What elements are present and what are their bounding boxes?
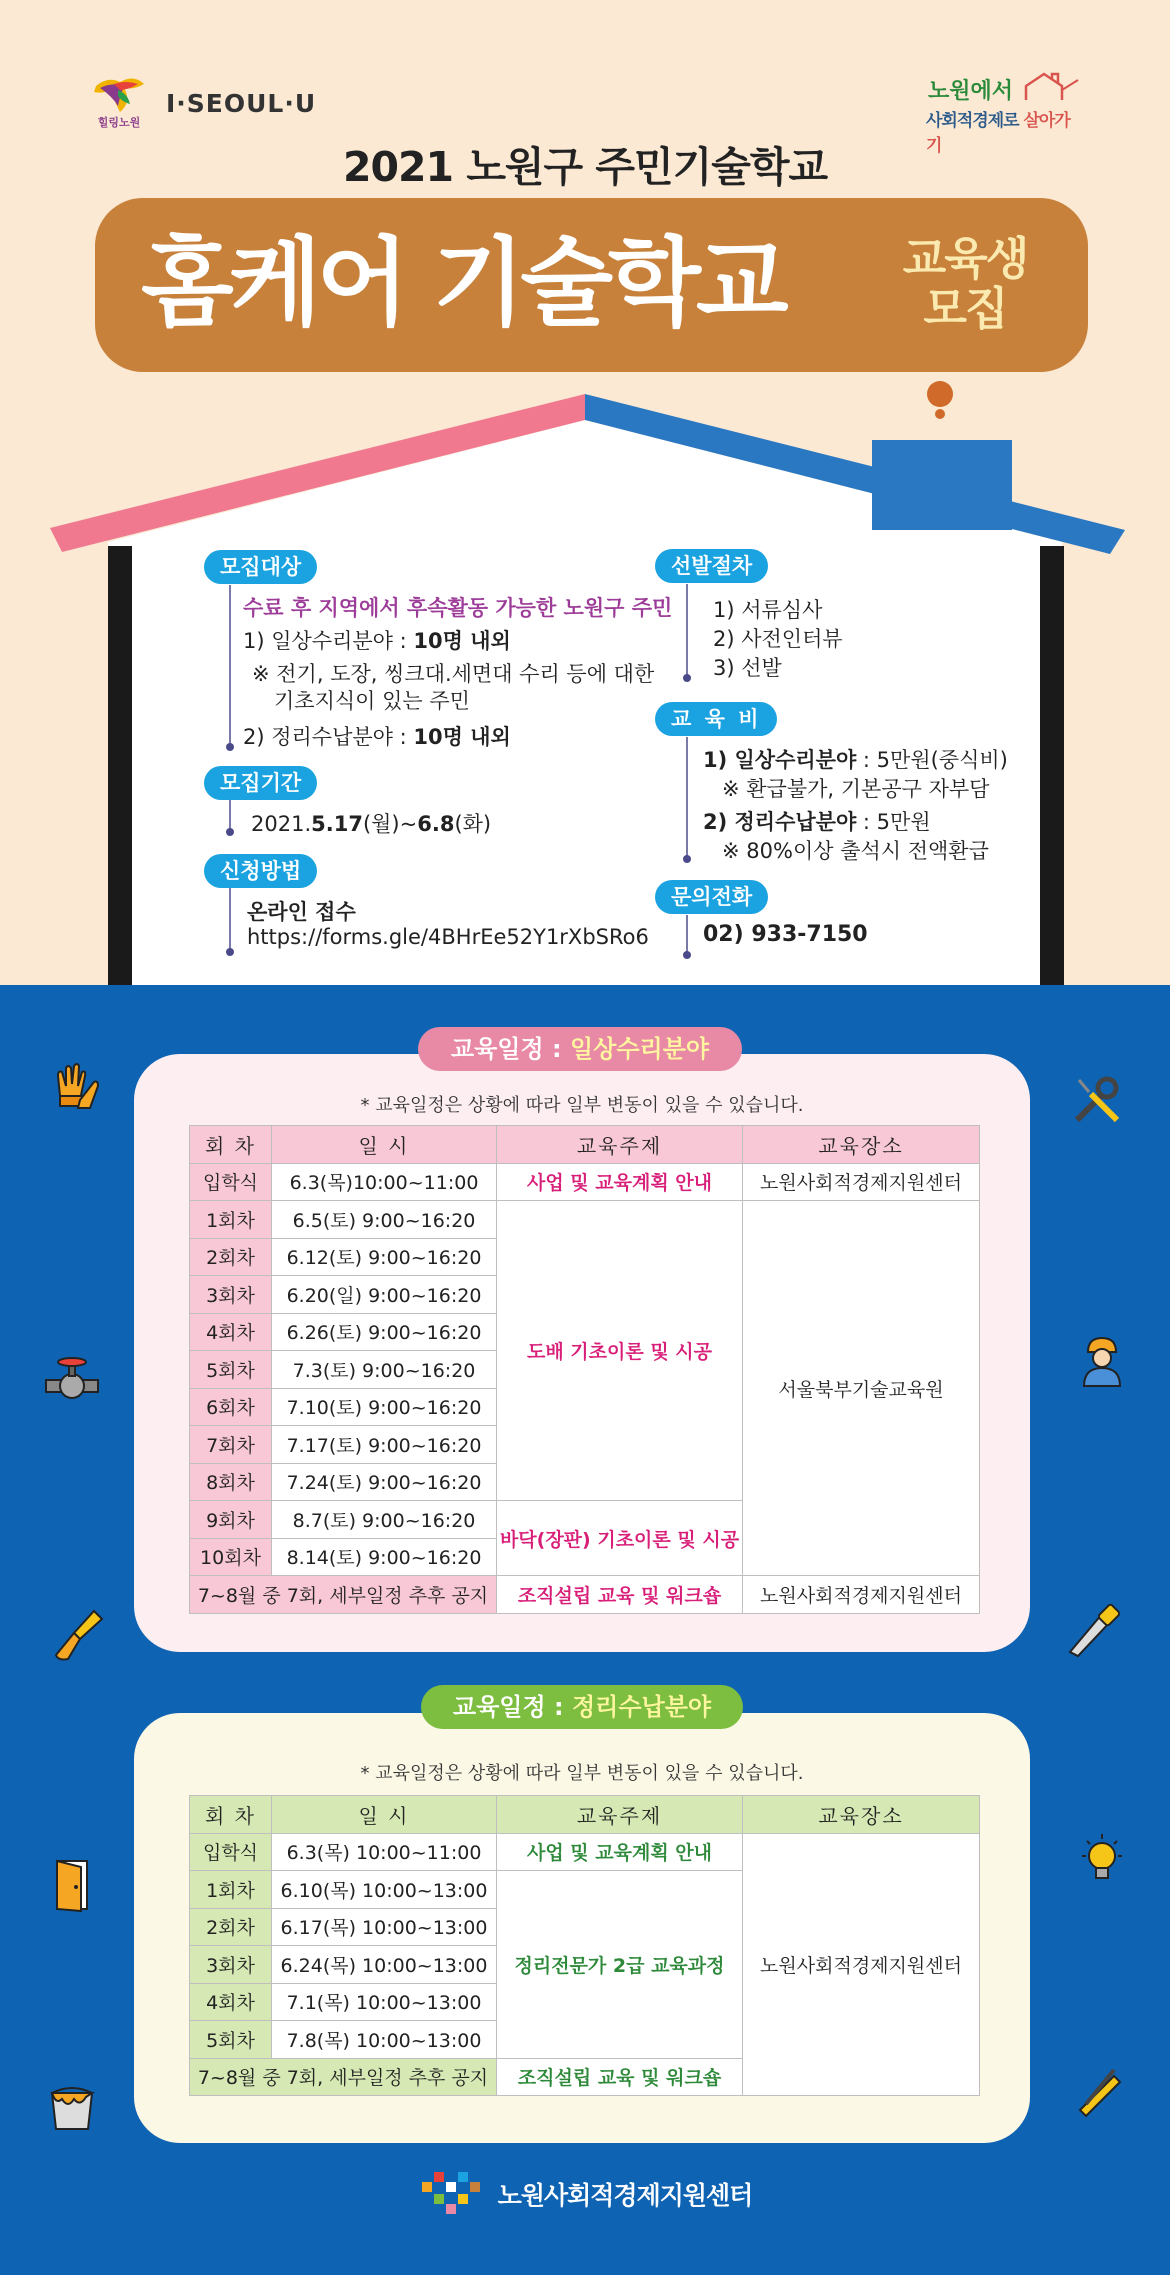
date-cell: 6.3(목) 10:00~11:00 — [272, 1833, 497, 1871]
selection-step-3: 3) 선발 — [713, 656, 782, 680]
session-cell: 3회차 — [190, 1276, 272, 1314]
session-cell: 2회차 — [190, 1238, 272, 1276]
schedule2-note: * 교육일정은 상황에 따라 일부 변동이 있을 수 있습니다. — [360, 1763, 804, 1784]
place-cell: 노원사회적경제지원센터 — [743, 1833, 980, 2096]
field2-line — [243, 721, 511, 751]
schedule1-pill-field: 일상수리분야 — [569, 1035, 710, 1063]
topic-cell: 사업 및 교육계획 안내 — [497, 1833, 743, 1871]
fee1-note: ※ 환급불가, 기본공구 자부담 — [722, 777, 990, 801]
period-label: 모집기간 — [204, 766, 317, 800]
date-cell: 7.8(목) 10:00~13:00 — [272, 2021, 497, 2059]
col-header-date: 일 시 — [272, 1126, 497, 1164]
table-row — [190, 1576, 980, 1614]
field1-note2: 기초지식이 있는 주민 — [274, 689, 470, 713]
table-header-row — [190, 1126, 980, 1164]
selection-line — [686, 584, 688, 676]
logo-right-line2a: 사회적경제로 — [926, 111, 1019, 131]
method-line — [229, 888, 231, 950]
topic-cell: 도배 기초이론 및 시공 — [497, 1201, 743, 1501]
method-desc: 온라인 접수 — [247, 900, 356, 924]
session-cell: 1회차 — [190, 1201, 272, 1239]
saw-icon — [1062, 1600, 1122, 1660]
schedule2-table — [189, 1795, 980, 2096]
date-cell: 7.10(토) 9:00~16:20 — [272, 1388, 497, 1426]
target-dot — [226, 743, 234, 751]
col-header-session: 회 차 — [190, 1126, 272, 1164]
topic-cell: 조직설립 교육 및 워크숍 — [497, 1576, 743, 1614]
field1-note1: ※ 전기, 도장, 씽크대.세면대 수리 등에 대한 — [252, 662, 655, 686]
recruit-badge-line1: 교육생 — [902, 232, 1028, 285]
date-cell: 6.17(목) 10:00~13:00 — [272, 1908, 497, 1946]
nowon-logo-text: 힐링노원 — [97, 116, 141, 129]
col-header-session: 회 차 — [190, 1796, 272, 1834]
date-cell: 6.20(일) 9:00~16:20 — [272, 1276, 497, 1314]
topic-cell: 조직설립 교육 및 워크숍 — [497, 2058, 743, 2096]
period-start-day: (월)~ — [362, 812, 418, 836]
pencil-tools-icon — [1070, 2060, 1130, 2120]
schedule1-pill — [418, 1027, 742, 1071]
session-cell: 2회차 — [190, 1908, 272, 1946]
period-line — [229, 800, 231, 830]
seoul-logo: I·SEOUL·U — [166, 88, 317, 118]
date-cell: 8.14(토) 9:00~16:20 — [272, 1538, 497, 1576]
date-cell: 6.12(토) 9:00~16:20 — [272, 1238, 497, 1276]
date-cell: 6.26(토) 9:00~16:20 — [272, 1313, 497, 1351]
session-cell: 9회차 — [190, 1501, 272, 1539]
fee-line — [686, 737, 688, 857]
contact-label: 문의전화 — [655, 880, 768, 914]
page-footer — [0, 2166, 1170, 2222]
selection-label: 선발절차 — [655, 549, 768, 583]
topic-cell: 바닥(장판) 기초이론 및 시공 — [497, 1501, 743, 1576]
period-value — [251, 808, 491, 838]
fee1-name: 1) 일상수리분야 — [703, 748, 857, 772]
gloves-icon — [50, 1056, 110, 1116]
header-logo-right — [922, 70, 1082, 156]
topic-cell: 정리전문가 2급 교육과정 — [497, 1871, 743, 2059]
period-dot — [226, 828, 234, 836]
date-cell: 6.10(목) 10:00~13:00 — [272, 1871, 497, 1909]
poster-top — [0, 0, 1170, 985]
place-cell: 노원사회적경제지원센터 — [743, 1576, 980, 1614]
col-header-topic: 교육주제 — [497, 1796, 743, 1834]
target-line — [229, 585, 231, 745]
col-header-topic: 교육주제 — [497, 1126, 743, 1164]
method-label: 신청방법 — [204, 854, 317, 888]
field1-name: 1) 일상수리분야 : — [243, 629, 414, 653]
contact-line — [686, 915, 688, 953]
fee2-name: 2) 정리수납분야 — [703, 810, 857, 834]
schedule2-pill-field: 정리수납분야 — [571, 1693, 712, 1721]
paint-bucket-icon — [42, 2075, 102, 2135]
session-cell: 4회차 — [190, 1983, 272, 2021]
schedule2-pill — [421, 1685, 743, 1729]
place-cell: 노원사회적경제지원센터 — [743, 1163, 980, 1201]
page-subtitle: 2021 노원구 주민기술학교 — [342, 143, 828, 191]
contact-dot — [683, 951, 691, 959]
date-cell: 6.5(토) 9:00~16:20 — [272, 1201, 497, 1239]
worker-icon — [1072, 1330, 1132, 1390]
nowon-logo — [88, 72, 150, 134]
nowon-star-icon — [90, 72, 148, 116]
fee-dot — [683, 855, 691, 863]
period-end: 6.8 — [417, 812, 455, 836]
session-cell: 10회차 — [190, 1538, 272, 1576]
target-desc: 수료 후 지역에서 후속활동 가능한 노원구 주민 — [243, 596, 673, 620]
schedule2-pill-prefix: 교육일정 : — [452, 1693, 572, 1721]
table-row — [190, 1163, 980, 1201]
page-title: 홈케어 기술학교 — [141, 227, 784, 339]
table-row — [190, 1833, 980, 1871]
selection-step-2: 2) 사전인터뷰 — [713, 627, 843, 651]
door-icon — [45, 1855, 105, 1915]
col-header-place: 교육장소 — [743, 1126, 980, 1164]
field2-name: 2) 정리수납분야 : — [243, 725, 414, 749]
date-cell: 6.3(목)10:00~11:00 — [272, 1163, 497, 1201]
col-header-place: 교육장소 — [743, 1796, 980, 1834]
footer-org: 노원사회적경제지원센터 — [497, 2181, 753, 2210]
field1-count: 10명 내외 — [413, 629, 511, 653]
wrench-screwdriver-icon — [1067, 1070, 1127, 1130]
recruit-badge-line2: 모집 — [923, 282, 1007, 335]
session-cell: 7회차 — [190, 1426, 272, 1464]
period-start: 5.17 — [311, 812, 363, 836]
session-cell: 입학식 — [190, 1163, 272, 1201]
session-cell: 5회차 — [190, 1351, 272, 1389]
footer-session-cell: 7~8월 중 7회, 세부일정 추후 공지 — [190, 2058, 497, 2096]
fee1-line — [703, 744, 1008, 774]
title-banner — [95, 198, 1088, 372]
period-end-day: (화) — [454, 812, 492, 836]
center-logo-icon — [418, 2168, 484, 2220]
footer-session-cell: 7~8월 중 7회, 세부일정 추후 공지 — [190, 1576, 497, 1614]
date-cell: 8.7(토) 9:00~16:20 — [272, 1501, 497, 1539]
session-cell: 5회차 — [190, 2021, 272, 2059]
method-dot — [226, 948, 234, 956]
fee2-line — [703, 806, 931, 836]
header-logos-left — [88, 72, 316, 134]
session-cell: 입학식 — [190, 1833, 272, 1871]
recruit-badge — [885, 234, 1045, 334]
table-header-row — [190, 1796, 980, 1834]
lightbulb-icon — [1072, 1830, 1132, 1890]
date-cell: 6.24(목) 10:00~13:00 — [272, 1946, 497, 1984]
session-cell: 8회차 — [190, 1463, 272, 1501]
field2-count: 10명 내외 — [413, 725, 511, 749]
session-cell: 3회차 — [190, 1946, 272, 1984]
selection-dot — [683, 674, 691, 682]
logo-right-line2b: 살아가기 — [926, 111, 1070, 156]
session-cell: 6회차 — [190, 1388, 272, 1426]
paintbrush-icon — [48, 1605, 108, 1665]
schedule1-table — [189, 1125, 980, 1614]
house-outline-icon — [1022, 70, 1082, 104]
topic-cell: 사업 및 교육계획 안내 — [497, 1163, 743, 1201]
col-header-date: 일 시 — [272, 1796, 497, 1834]
fee-label: 교 육 비 — [655, 702, 777, 736]
session-cell: 4회차 — [190, 1313, 272, 1351]
date-cell: 7.3(토) 9:00~16:20 — [272, 1351, 497, 1389]
fee2-note: ※ 80%이상 출석시 전액환급 — [722, 839, 989, 863]
valve-icon — [42, 1350, 102, 1410]
logo-right-line1: 노원에서 — [928, 78, 1014, 104]
date-cell: 7.17(토) 9:00~16:20 — [272, 1426, 497, 1464]
selection-step-1: 1) 서류심사 — [713, 598, 823, 622]
place-cell: 서울북부기술교육원 — [743, 1201, 980, 1576]
fee1-value: : 5만원(중식비) — [856, 748, 1008, 772]
date-cell: 7.24(토) 9:00~16:20 — [272, 1463, 497, 1501]
contact-phone[interactable]: 02) 933-7150 — [703, 922, 868, 947]
session-cell: 1회차 — [190, 1871, 272, 1909]
period-prefix: 2021. — [251, 812, 312, 836]
table-row — [190, 1201, 980, 1239]
fee2-value: : 5만원 — [856, 810, 931, 834]
date-cell: 7.1(목) 10:00~13:00 — [272, 1983, 497, 2021]
method-url[interactable]: https://forms.gle/4BHrEe52Y1rXbSRo6 — [247, 925, 649, 949]
schedule1-note: * 교육일정은 상황에 따라 일부 변동이 있을 수 있습니다. — [360, 1095, 804, 1116]
field1-line — [243, 625, 511, 655]
target-label: 모집대상 — [204, 550, 317, 584]
schedule1-pill-prefix: 교육일정 : — [450, 1035, 570, 1063]
